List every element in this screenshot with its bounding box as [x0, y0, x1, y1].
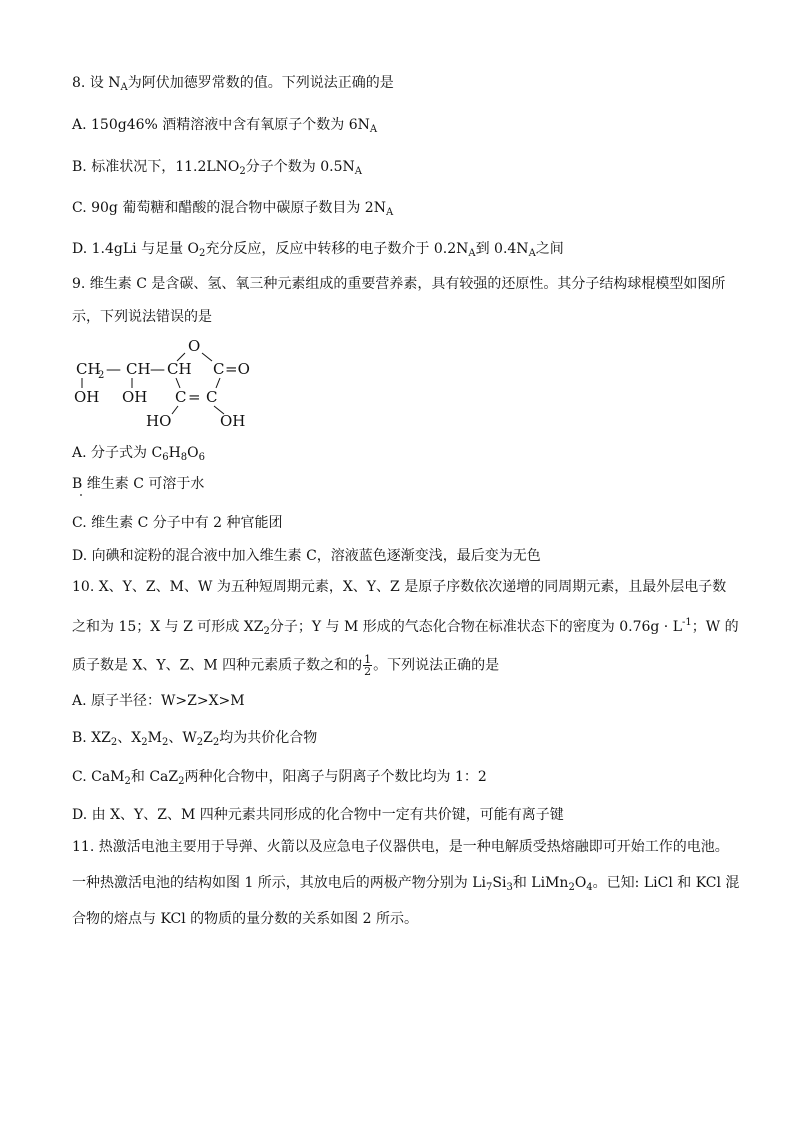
subscript: A [528, 248, 536, 259]
ch2-subscript: 2 [98, 370, 105, 381]
q10-option-a: A. 原子半径：W>Z>X>M [72, 693, 245, 709]
subscript: A [385, 207, 394, 218]
q10-option-b [72, 729, 317, 752]
q8-option-d-text-3: 到 0.4N [475, 241, 529, 257]
hydroxyl-1: OH [74, 388, 100, 406]
ring-carbon-left: C [175, 388, 187, 406]
q10-option-b-tail: 均为共价化合物 [219, 730, 318, 746]
q8-option-d-text-4: 之间 [535, 241, 564, 257]
bond-vertical [216, 378, 220, 388]
q9-option-c: C. 维生素 C 分子中有 2 种官能团 [72, 515, 283, 531]
q8-option-c [72, 199, 393, 222]
q10-text: 质子数是 X、Y、Z、M 四种元素质子数之和的 [72, 657, 363, 674]
formula-part: 、W [168, 730, 197, 746]
fraction-denominator: 2 [364, 665, 372, 678]
q10-text: 分子；Y 与 M 形成的气态化合物在标准状态下的密度为 0.76g · L [269, 619, 683, 635]
q10-stem-line3 [72, 654, 499, 677]
na-subscript: A [120, 82, 128, 93]
bond-vertical [176, 378, 180, 388]
q10-option-c [72, 768, 487, 791]
q10-text: 。下列说法正确的是 [373, 657, 500, 674]
vitamin-c-structure [70, 334, 270, 432]
bond-dash: — [150, 360, 165, 378]
stray-dot [80, 494, 82, 496]
subscript: 2 [263, 626, 270, 637]
q8-option-b-text: B. 标准状况下，11.2LNO [72, 159, 240, 175]
q11-text: 一种热激活电池的结构如图 1 所示，其放电后的两极产物分别为 Li [72, 875, 487, 891]
subscript: 2 [178, 776, 185, 787]
subscript: 4 [586, 882, 593, 893]
double-bond: = [188, 388, 201, 406]
subscript: A [369, 124, 378, 135]
carbonyl-oxygen: =O [225, 360, 250, 378]
q8-option-b [72, 158, 362, 181]
subscript: 3 [506, 882, 513, 893]
formula-part: Si [492, 875, 507, 891]
q9-option-d: D. 向碘和淀粉的混合液中加入维生素 C，溶液蓝色逐渐变浅，最后变为无色 [72, 548, 541, 564]
bond-vertical [172, 406, 178, 414]
subscript: 6 [198, 452, 206, 463]
q10-stem-line1: 10. X、Y、Z、M、W 为五种短周期元素，X、Y、Z 是原子序数依次递增的同周期元素，且最外层电子数 [72, 579, 727, 595]
q8-option-c-text: C. 90g 葡萄糖和醋酸的混合物中碳原子数目为 2N [72, 200, 386, 216]
subscript: 2 [199, 248, 206, 259]
formula-part: 和 LiMn [512, 875, 569, 891]
hydroxyl-3: HO [146, 412, 172, 430]
subscript: 2 [161, 737, 169, 748]
formula-part: O [187, 445, 199, 461]
carbonyl-carbon: C [213, 360, 225, 378]
formula-part: O [574, 875, 587, 891]
q9-stem-line2: 示，下列说法错误的是 [72, 309, 212, 325]
q11-stem-line2 [72, 874, 739, 897]
subscript: 7 [486, 882, 493, 893]
bond-dash: — [106, 360, 121, 378]
q8-number: 8. 设 [72, 75, 104, 91]
formula-part: 、X [117, 730, 142, 746]
ch-group-b: CH [167, 360, 192, 378]
subscript: 2 [124, 776, 131, 787]
subscript: 2 [212, 737, 220, 748]
fraction-numerator: 1 [364, 653, 372, 666]
q8-option-d-text: D. 1.4gLi 与足量 O [72, 241, 200, 257]
q10-option-d: D. 由 X、Y、Z、M 四种元素共同形成的化合物中一定有共价键，可能有离子键 [72, 807, 564, 823]
q8-option-b-text-2: 分子个数为 0.5N [245, 159, 355, 175]
subscript: A [354, 166, 362, 177]
formula-part: Z [203, 730, 213, 746]
q9-option-a [72, 444, 205, 467]
q9-stem-line1: 9. 维生素 C 是含碳、氢、氧三种元素组成的重要营养素，具有较强的还原性。其分子结构球棍模型如图所 [72, 276, 726, 292]
q11-text: 。已知: LiCl 和 KCl 混 [592, 875, 740, 891]
q11-stem-line3: 合物的熔点与 KCl 的物质的量分数的关系如图 2 所示。 [72, 911, 418, 927]
q10-option-b-text: B. XZ [72, 730, 111, 746]
bond-o-c [202, 353, 212, 361]
subscript: 2 [239, 166, 246, 177]
subscript: 2 [196, 737, 204, 748]
q10-option-c-tail: 两种化合物中，阳离子与阴离子个数比均为 1：2 [184, 769, 487, 785]
ring-carbon-right: C [206, 388, 218, 406]
hydroxyl-4: OH [220, 412, 246, 430]
q8-stem-text: 为阿伏加德罗常数的值。下列说法正确的是 [127, 75, 394, 91]
subscript: 2 [110, 737, 118, 748]
q10-option-c-text: C. CaM [72, 769, 125, 785]
subscript: A [468, 248, 476, 259]
q8-option-a [72, 116, 377, 139]
q10-stem-line2 [72, 614, 739, 641]
ch2-group: CH [76, 360, 101, 378]
q10-text: 之和为 15；X 与 Z 可形成 XZ [72, 619, 264, 635]
na-symbol: N [108, 75, 121, 91]
q8-option-d-text-2: 充分反应，反应中转移的电子数介于 0.2N [205, 241, 469, 257]
q8-option-a-text: A. 150g46% 酒精溶液中含有氧原子个数为 6N [72, 117, 370, 133]
subscript: 2 [568, 882, 575, 893]
subscript: 6 [162, 452, 169, 463]
q9-option-b: B 维生素 C 可溶于水 [72, 476, 205, 492]
ring-oxygen: O [188, 337, 201, 355]
q9-option-a-text: A. 分子式为 C [72, 445, 163, 461]
formula-part: H [168, 445, 181, 461]
q11-stem-line1: 11. 热激活电池主要用于导弹、火箭以及应急电子仪器供电，是一种电解质受热熔融即可开始工作的电池。 [72, 839, 729, 855]
hydroxyl-2: OH [122, 388, 148, 406]
formula-part: M [147, 730, 162, 746]
formula-part: 和 CaZ [130, 769, 179, 785]
superscript: -1 [682, 617, 692, 628]
q10-text: ；W 的 [691, 619, 739, 635]
subscript: 2 [141, 737, 148, 748]
ch-group-a: CH [126, 360, 151, 378]
subscript: 8 [180, 452, 188, 463]
q8-stem [72, 74, 394, 97]
fraction-one-half [363, 654, 372, 677]
q8-option-d [72, 240, 564, 263]
